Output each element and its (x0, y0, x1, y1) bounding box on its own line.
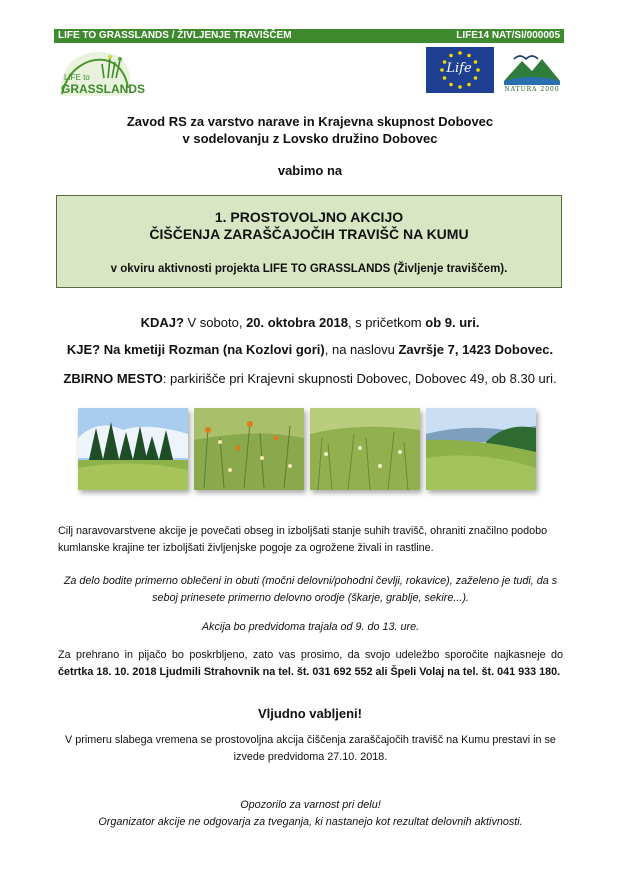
goal-paragraph: Cilj naravovarstvene akcije je povečati obseg in izboljšati stanje suhih travišč, ohraniti značilno podobo kumlanske krajine ter izboljšati življenjske pogoje za ogrožene živali in rastline. (58, 525, 548, 554)
when-text-1: V soboto, (183, 315, 247, 330)
warning-line-1: Opozorilo za varnost pri delu! (240, 799, 381, 811)
photo-forest-meadow (78, 408, 188, 490)
invitation-text: vabimo na (277, 163, 343, 178)
food-paragraph (58, 647, 563, 681)
when-time: ob 9. uri. (425, 315, 480, 330)
header-project-title: LIFE TO GRASSLANDS / ŽIVLJENJE TRAVIŠČEM (58, 30, 292, 41)
event-subtitle: v okviru aktivnosti projekta LIFE TO GRASSLANDS (Življenje traviščem). (110, 263, 508, 275)
photo-grass-close (310, 408, 420, 490)
organizers-line-2: v sodelovanju z Lovsko družino Dobovec (182, 131, 438, 146)
event-title-box (56, 195, 562, 288)
photo-hillside (426, 408, 536, 490)
meeting-line (0, 370, 620, 387)
where-text: , na naslovu (324, 342, 399, 357)
event-title-line-2: ČIŠČENJA ZARAŠČAJOČIH TRAVIŠČ NA KUMU (149, 226, 469, 242)
eu-life-text: Life (446, 61, 472, 76)
event-title-line-1: 1. PROSTOVOLJNO AKCIJO (214, 209, 404, 225)
organizers-line-1: Zavod RS za varstvo narave in Krajevna skupnost Dobovec (126, 114, 494, 129)
natura-text: NATURA 2000 (504, 86, 560, 93)
where-address: Završje 7, 1423 Dobovec. (398, 342, 554, 357)
logo-text-small: LIFE to (64, 73, 90, 82)
safety-warning (58, 797, 563, 831)
when-label: KDAJ? (140, 315, 184, 330)
header-bar (54, 29, 564, 43)
duration-paragraph: Akcija bo predvidoma trajala od 9. do 13. ure. (201, 621, 420, 633)
weather-paragraph: V primeru slabega vremena se prostovoljna akcija čiščenja zaraščajočih travišč na Kumu prestavi in se izvede predvidoma 27.10. 2018. (65, 734, 556, 763)
meeting-label: ZBIRNO MESTO (63, 371, 163, 386)
food-text: Za prehrano in pijačo bo poskrbljeno, zato vas prosimo, da svojo udeležbo sporočite najkasneje do (58, 649, 563, 661)
eu-life-logo (426, 47, 494, 93)
meeting-text: : parkirišče pri Krajevni skupnosti Dobovec, Dobovec 49, ob 8.30 uri. (162, 371, 557, 386)
photo-flower-meadow (194, 408, 304, 490)
header-project-code: LIFE14 NAT/SI/000005 (456, 30, 560, 41)
life-to-grasslands-logo (58, 48, 146, 98)
closing-greeting: Vljudno vabljeni! (257, 706, 362, 721)
natura-2000-logo (500, 47, 564, 95)
food-contact: četrtka 18. 10. 2018 Ljudmili Strahovnik na tel. št. 031 692 552 ali Špeli Volaj na tel. št. 041 933 180. (58, 666, 561, 678)
logo-text-big: GRASSLANDS (61, 82, 146, 96)
when-date: 20. oktobra 2018 (246, 315, 348, 330)
where-label: KJE? Na kmetiji Rozman (na Kozlovi gori) (66, 342, 325, 357)
when-line (0, 314, 620, 331)
equipment-paragraph: Za delo bodite primerno oblečeni in obuti (močni delovni/pohodni čevlji, rokavice), zaželeno je tudi, da s seboj prinesete primerno delovno orodje (škarje, grablje, sekire...). (63, 575, 558, 604)
organizers (0, 113, 620, 147)
where-line (0, 341, 620, 358)
when-text-2: , s pričetkom (347, 315, 426, 330)
warning-line-2: Organizator akcije ne odgovarja za tveganja, ki nastanejo kot rezultat delovnih aktivnosti. (98, 816, 523, 828)
